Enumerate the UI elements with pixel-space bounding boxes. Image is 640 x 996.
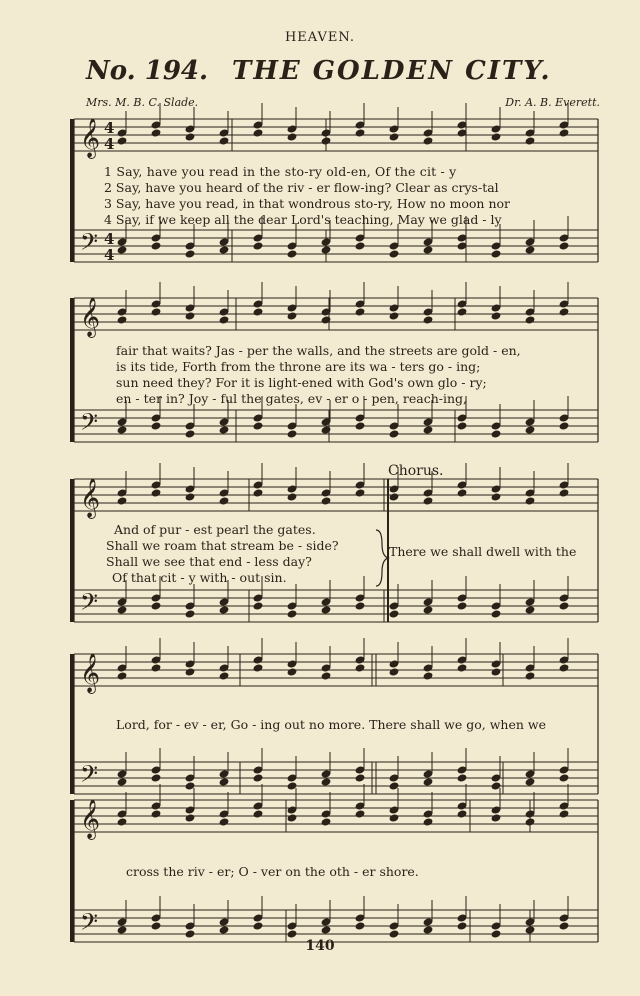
lyric-line: cross the riv - er; O - ver on the oth - er shore.: [126, 864, 419, 879]
note-head: [287, 429, 298, 438]
note-head: [525, 315, 536, 324]
note-head: [219, 245, 230, 254]
note-head: [151, 128, 162, 137]
note-head: [321, 425, 332, 434]
chorus-text: There we shall dwell with the: [389, 544, 577, 559]
note-head: [219, 136, 230, 145]
note-head: [559, 601, 570, 610]
bass-clef-icon: 𝄢: [80, 588, 99, 621]
note-head: [355, 809, 366, 818]
note-head: [525, 136, 536, 145]
treble-clef-icon: 𝄞: [80, 478, 101, 518]
note-head: [117, 605, 128, 614]
note-head: [117, 425, 128, 434]
note-head: [389, 609, 400, 618]
note-head: [389, 492, 400, 501]
verse-4-line: en - ter in? Joy - ful the gates, ev - er o - pen, reach-ing,: [116, 391, 468, 406]
note-head: [559, 773, 570, 782]
note-head: [525, 817, 536, 826]
page-number: 140: [305, 938, 335, 954]
note-head: [219, 315, 230, 324]
note-head: [389, 667, 400, 676]
note-head: [287, 492, 298, 501]
note-head: [219, 817, 230, 826]
note-head: [219, 777, 230, 786]
note-head: [389, 429, 400, 438]
note-head: [185, 311, 196, 320]
note-head: [253, 421, 264, 430]
chorus-label: Chorus.: [388, 463, 444, 479]
note-head: [423, 925, 434, 934]
note-head: [423, 245, 434, 254]
bass-clef-icon: 𝄢: [80, 760, 99, 793]
note-head: [321, 925, 332, 934]
time-signature-top: 4: [104, 119, 115, 137]
note-head: [355, 921, 366, 930]
note-head: [287, 132, 298, 141]
bass-clef-icon: 𝄢: [80, 908, 99, 941]
note-head: [219, 496, 230, 505]
note-head: [491, 311, 502, 320]
note-head: [559, 421, 570, 430]
note-head: [423, 777, 434, 786]
note-head: [219, 671, 230, 680]
note-head: [151, 663, 162, 672]
note-head: [253, 488, 264, 497]
bass-clef-icon: 𝄢: [80, 408, 99, 441]
note-head: [423, 136, 434, 145]
bass-clef-icon: 𝄢: [80, 228, 99, 261]
note-head: [219, 605, 230, 614]
note-head: [457, 488, 468, 497]
note-head: [355, 128, 366, 137]
treble-clef-icon: 𝄞: [80, 799, 101, 839]
note-head: [287, 667, 298, 676]
verse-2-line: is its tide, Forth from the throne are its wa - ters go - ing;: [116, 359, 481, 374]
note-head: [457, 421, 468, 430]
note-head: [491, 429, 502, 438]
note-head: [525, 245, 536, 254]
note-head: [559, 921, 570, 930]
verse-3-line: 3 Say, have you read, in that wondrous sto-ry, How no moon nor: [104, 196, 511, 211]
note-head: [355, 773, 366, 782]
note-head: [253, 663, 264, 672]
verse-4-line: 4 Say, if we keep all the dear Lord's teaching, May we glad - ly: [104, 212, 502, 227]
note-head: [491, 132, 502, 141]
treble-clef-icon: 𝄞: [80, 118, 101, 158]
note-head: [559, 809, 570, 818]
hymn-title: THE GOLDEN CITY.: [232, 56, 552, 86]
note-head: [525, 777, 536, 786]
note-head: [151, 421, 162, 430]
note-head: [423, 425, 434, 434]
verse-1-line: And of pur - est pearl the gates.: [114, 522, 316, 537]
note-head: [321, 777, 332, 786]
note-head: [389, 813, 400, 822]
note-head: [423, 496, 434, 505]
note-head: [321, 315, 332, 324]
note-head: [525, 925, 536, 934]
note-head: [355, 488, 366, 497]
note-head: [287, 311, 298, 320]
note-head: [525, 605, 536, 614]
note-head: [219, 925, 230, 934]
note-head: [253, 241, 264, 250]
note-head: [457, 773, 468, 782]
note-head: [287, 813, 298, 822]
note-head: [151, 809, 162, 818]
note-head: [321, 136, 332, 145]
note-head: [253, 773, 264, 782]
note-head: [355, 663, 366, 672]
time-signature-bottom: 4: [104, 246, 115, 264]
note-head: [185, 813, 196, 822]
note-head: [389, 249, 400, 258]
note-head: [253, 921, 264, 930]
note-head: [321, 605, 332, 614]
note-head: [491, 667, 502, 676]
verse-3-line: sun need they? For it is light-ened with God's own glo - ry;: [116, 375, 487, 390]
music-credit: Dr. A. B. Everett.: [505, 96, 600, 109]
note-head: [491, 249, 502, 258]
note-head: [151, 921, 162, 930]
note-head: [117, 925, 128, 934]
running-head: HEAVEN.: [284, 30, 356, 45]
note-head: [355, 307, 366, 316]
note-head: [151, 307, 162, 316]
note-head: [423, 315, 434, 324]
note-head: [457, 663, 468, 672]
note-head: [117, 817, 128, 826]
note-head: [389, 311, 400, 320]
note-head: [287, 609, 298, 618]
words-credit: Mrs. M. B. C. Slade.: [86, 96, 199, 109]
note-head: [559, 128, 570, 137]
verse-4-line: Of that cit - y with - out sin.: [112, 570, 287, 585]
treble-clef-icon: 𝄞: [80, 653, 101, 693]
note-head: [457, 809, 468, 818]
note-head: [491, 813, 502, 822]
note-head: [559, 307, 570, 316]
note-head: [151, 488, 162, 497]
note-head: [355, 241, 366, 250]
note-head: [117, 136, 128, 145]
note-head: [117, 245, 128, 254]
note-head: [253, 128, 264, 137]
note-head: [355, 601, 366, 610]
note-head: [321, 671, 332, 680]
note-head: [423, 605, 434, 614]
note-head: [219, 425, 230, 434]
note-head: [355, 421, 366, 430]
treble-clef-icon: 𝄞: [80, 297, 101, 337]
note-head: [321, 817, 332, 826]
note-head: [559, 241, 570, 250]
hymn-number: No. 194.: [86, 56, 209, 86]
note-head: [151, 241, 162, 250]
note-head: [185, 609, 196, 618]
verse-2-line: 2 Say, have you heard of the riv - er flow-ing? Clear as crys-tal: [104, 180, 499, 195]
note-head: [253, 809, 264, 818]
verse-3-line: Shall we see that end - less day?: [106, 554, 312, 569]
note-head: [117, 496, 128, 505]
note-head: [117, 777, 128, 786]
note-head: [321, 496, 332, 505]
note-head: [185, 492, 196, 501]
note-head: [321, 245, 332, 254]
note-head: [185, 429, 196, 438]
note-head: [491, 492, 502, 501]
note-head: [253, 307, 264, 316]
note-head: [117, 671, 128, 680]
note-head: [559, 663, 570, 672]
note-head: [151, 601, 162, 610]
note-head: [185, 132, 196, 141]
note-head: [253, 601, 264, 610]
note-head: [185, 667, 196, 676]
note-head: [389, 132, 400, 141]
note-head: [117, 315, 128, 324]
note-head: [185, 249, 196, 258]
note-head: [525, 671, 536, 680]
lyric-brace: [376, 530, 388, 586]
note-head: [151, 773, 162, 782]
note-head: [525, 496, 536, 505]
note-head: [423, 817, 434, 826]
note-head: [287, 249, 298, 258]
lyric-line: Lord, for - ev - er, Go - ing out no more. There shall we go, when we: [116, 717, 546, 732]
verse-1-line: 1 Say, have you read in the sto-ry old-en, Of the cit - y: [104, 164, 457, 179]
verse-2-line: Shall we roam that stream be - side?: [106, 538, 339, 553]
note-head: [559, 488, 570, 497]
verse-1-line: fair that waits? Jas - per the walls, and the streets are gold - en,: [116, 343, 521, 358]
note-head: [457, 601, 468, 610]
note-head: [525, 425, 536, 434]
note-head: [457, 307, 468, 316]
note-head: [491, 609, 502, 618]
note-head: [423, 671, 434, 680]
time-signature-bottom: 4: [104, 135, 115, 153]
note-head: [457, 921, 468, 930]
time-signature-top: 4: [104, 230, 115, 248]
